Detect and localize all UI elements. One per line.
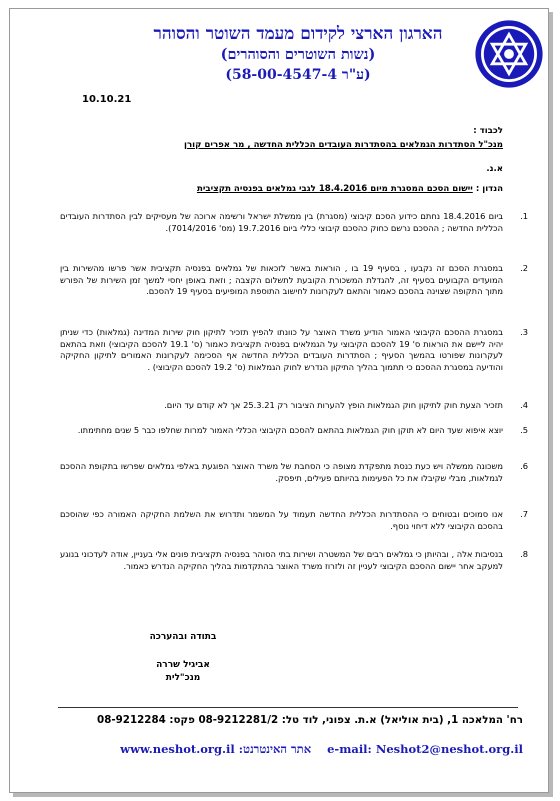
letter-date: 10.10.21	[82, 94, 132, 105]
org-subtitle: (נשות השוטרים והסוהרים)	[220, 46, 376, 63]
numbered-item	[60, 509, 528, 532]
greeting: א.נ.	[486, 164, 503, 174]
item-number: 5.	[520, 425, 528, 435]
item-text: במסגרת הסכם זה נקבעו , בסעיף 19 בו , הוראות באשר לזכאות של גמלאים בפנסיה תקציבית אשר פרשו מהשירות בין המועדים הקבועים בסעיף זה, להגדלת המשכורת הקובעת לתשלום הקצבה ; וזאת באופן יחסי למשך זמן השירות של הפורש מתוך התקופה שצוינה בהסכם כאמור והתאם לעקרונות לחישוב התוספת המופיעים בסעיף 19 להסכם.	[60, 263, 503, 297]
subject-label: הנדון :	[475, 184, 503, 194]
org-registration: (ע"ר 58-00-4547-4)	[225, 67, 371, 83]
signer-title: מנכ"לית	[165, 673, 201, 683]
email-link[interactable]: Neshot2@neshot.org.il	[375, 742, 523, 756]
website-label: אתר האינטרנט:	[238, 742, 312, 756]
numbered-item	[60, 263, 528, 298]
subject-line	[197, 184, 503, 194]
footer-contact	[120, 742, 523, 756]
letter-page	[9, 8, 549, 793]
item-number: 2.	[520, 263, 528, 273]
item-number: 6.	[520, 461, 528, 471]
star-of-david-emblem-icon	[474, 19, 544, 89]
to-label: לכבוד :	[473, 126, 503, 136]
item-text: תזכיר הצעת חוק לתיקון חוק הגמלאות הופץ להערות הציבור רק 25.3.21 אך לא קודם עד היום.	[164, 400, 503, 410]
closing: בתודה ובהערכה	[149, 632, 217, 642]
numbered-item	[60, 327, 528, 373]
footer-address: רח' המלאכה 1, (בית אוליאל) א.ת. צפוני, לוד טל: 08-9212281/2 פקס: 08-9212284	[97, 714, 523, 726]
item-text: ביום 18.4.2016 נחתם כידוע הסכם קיבוצי (מסגרת) בין ממשלת ישראל ורשימה ארוכה של מעסיקים לבין הסתדרות העובדים הכללית החדשה ; ההסכם נרשם כחוק כהסכם קיבוצי כללי ביום 19.7.2016 (מס' 7014/2016).	[60, 211, 503, 233]
email-label: e-mail:	[327, 742, 372, 756]
org-header	[133, 23, 463, 85]
numbered-item	[60, 425, 528, 437]
item-text: במסגרת ההסכם הקיבוצי האמור הודיע משרד האוצר על כוונתו להפיץ תזכיר לתיקון חוק שירות המדינה (גמלאות) כדי שניתן יהיה ליישם את הוראות ס' 19 להסכם הקיבוצי על הגמלאים בפנסיה תקציבית כאמור (ס' 19.1 להסכם הקיבוצי) וזאת בהתאם לעקרונות שפורטו בהמשך הסעיף ; הסתדרות העובדים הכללית החדשה אף הסכימה לעקרונות האמורים לתיקון החקיקה והודיעה במסגרת ההסכם כי תתמוך בהליך התיקון הנדרש לחוק הגמלאות (ס' 19.2 להסכם הקיבוצי) .	[60, 327, 503, 372]
item-text: משכונה ממשלה ויש כעת כנסת מתפקדת מצופה כי הסחבת של משרד האוצר הפוגעת באלפי גמלאים שפרשו בתקופת ההסכם לגמלאות, מבלי שקיבלו את כל הפעימות בהיותם פעילים, תיפסק.	[60, 461, 503, 483]
item-number: 4.	[520, 400, 528, 410]
subject-text: יישום הסכם המסגרת מיום 18.4.2016 לגבי גמלאים בפנסיה תקציבית	[196, 184, 473, 194]
item-number: 7.	[520, 509, 528, 519]
recipient: מנכ"ל הסתדרות הגמלאים בהסתדרות העובדים הכללית החדשה , מר אפרים קורן	[184, 140, 503, 150]
item-text: בנסיבות אלה , ובהיותן כי גמלאים רבים של המשטרה ושירות בתי הסוהר בפנסיה תקציבית פונים אלי בעניין, אודה לעדכוני בנוגע למעקב אחר יישום ההסכם הקיבוצי לעניין זה ולזרוז משרד האוצר בהתקדמות בהליך החקיקה הנדרש כאמור.	[60, 549, 503, 571]
item-text: אנו סמוכים ובטוחים כי ההסתדרות הכללית החדשה תעמוד על המשמר ותדרוש את השלמת החקיקה האמורה כפי שהוסכם בהסכם הקיבוצי ללא דיחוי נוסף.	[60, 509, 503, 531]
item-number: 1.	[520, 211, 528, 221]
website-link[interactable]: www.neshot.org.il	[120, 742, 235, 756]
numbered-item	[60, 211, 528, 234]
footer-divider	[58, 707, 518, 708]
numbered-item	[60, 549, 528, 572]
item-text: יוצא איפוא שעד היום לא תוקן חוק הגמלאות בהתאם להסכם הקיבוצי הכללי האמור למרות שחלפו כבר 5 שנים מחתימתו.	[77, 425, 503, 435]
item-number: 3.	[520, 327, 528, 337]
org-name: הארגון הארצי לקידום מעמד השוטר והסוהר	[153, 24, 443, 44]
item-number: 8.	[520, 549, 528, 559]
signer-name: אביגיל שררה	[156, 660, 210, 670]
numbered-item	[60, 400, 528, 412]
numbered-item	[60, 461, 528, 484]
